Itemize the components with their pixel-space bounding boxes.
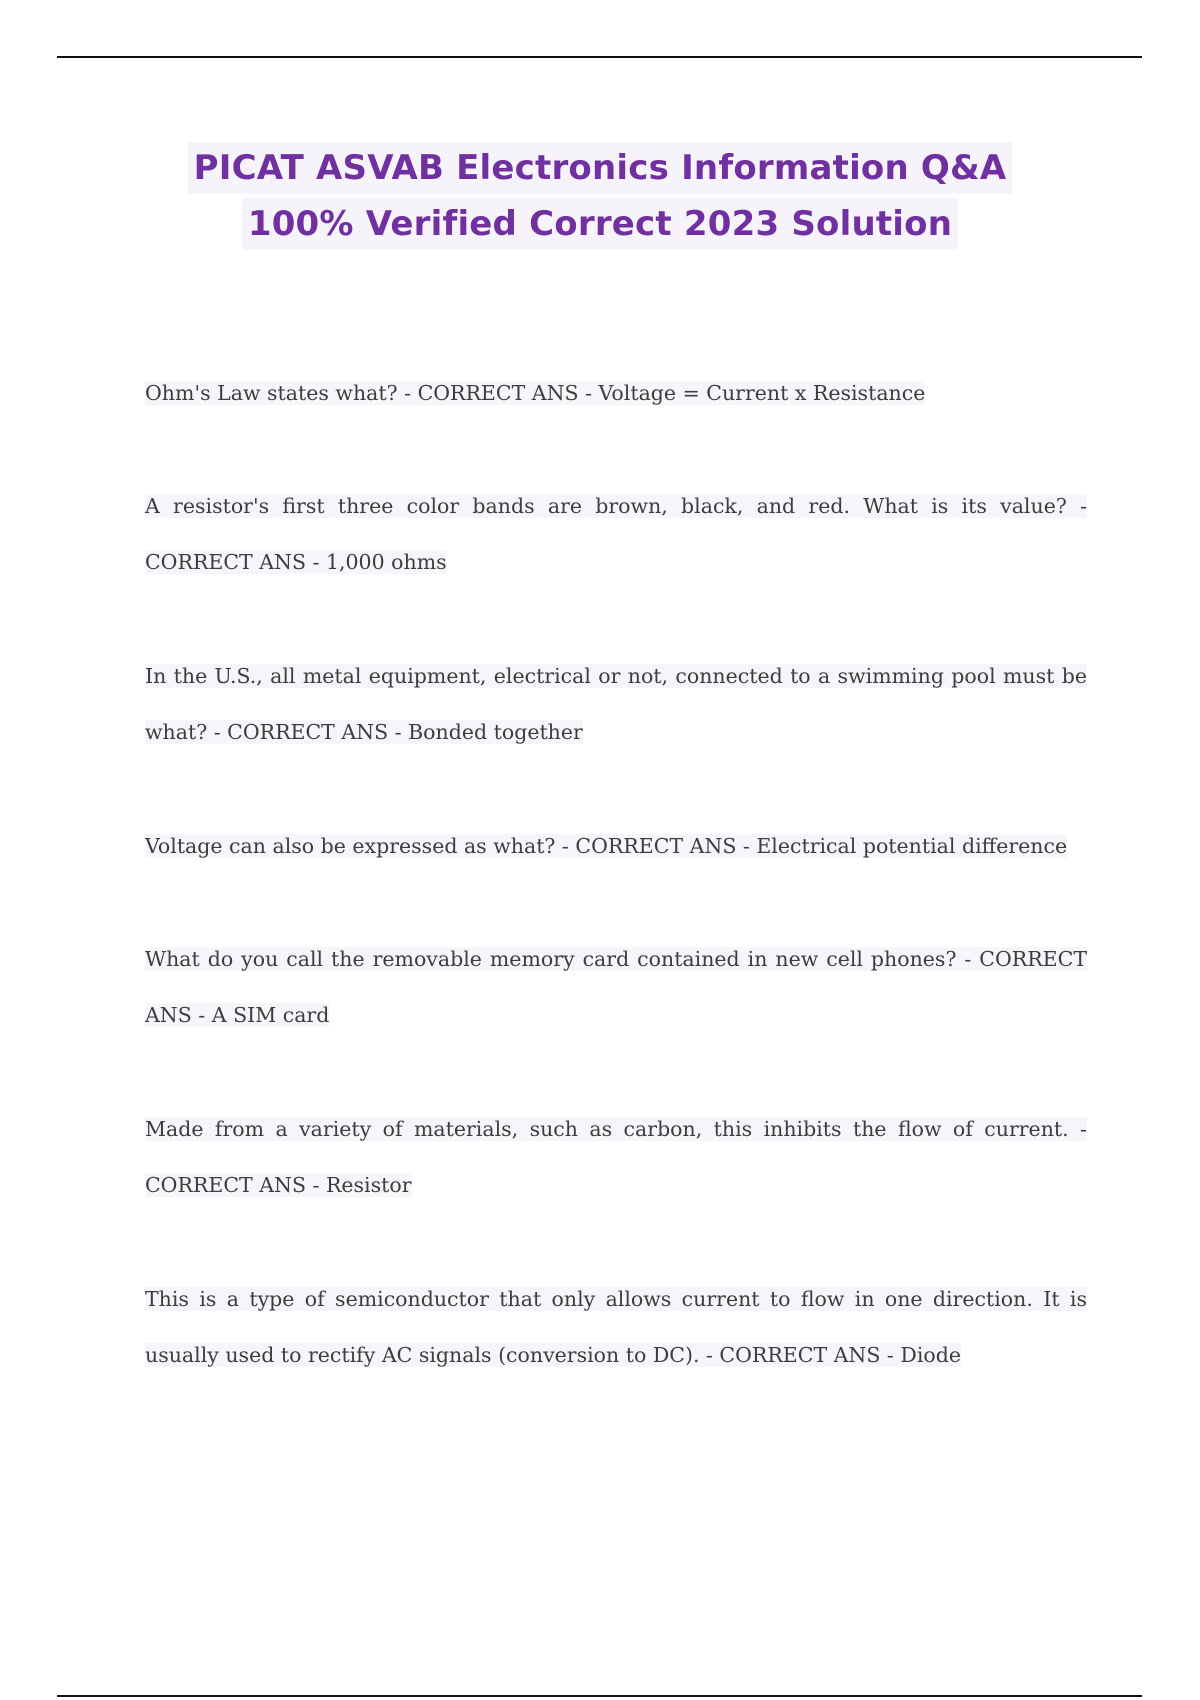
qa-item	[145, 365, 1087, 421]
qa-item	[145, 931, 1087, 1043]
qa-item-text: In the U.S., all metal equipment, electrical or not, connected to a swimming pool must be what? - CORRECT ANS - Bonded together	[145, 664, 1087, 744]
qa-item	[145, 818, 1087, 874]
qa-item-text: What do you call the removable memory card contained in new cell phones? - CORRECT ANS - A SIM card	[145, 947, 1087, 1027]
qa-list	[145, 365, 1087, 1441]
qa-item-text: This is a type of semiconductor that only allows current to flow in one direction. It is usually used to rectify AC signals (conversion to DC). - CORRECT ANS - Diode	[145, 1287, 1087, 1367]
qa-item	[145, 1271, 1087, 1383]
qa-item-text: Ohm's Law states what? - CORRECT ANS - Voltage = Current x Resistance	[145, 381, 926, 405]
title-line-2: 100% Verified Correct 2023 Solution	[242, 198, 958, 250]
title-line-1: PICAT ASVAB Electronics Information Q&A	[188, 142, 1013, 194]
footer-rule	[57, 1695, 1142, 1697]
qa-item-text: Made from a variety of materials, such as carbon, this inhibits the flow of current. - CORRECT ANS - Resistor	[145, 1117, 1087, 1197]
qa-item-text: Voltage can also be expressed as what? - CORRECT ANS - Electrical potential difference	[145, 834, 1068, 858]
qa-item	[145, 648, 1087, 760]
qa-item-text: A resistor's first three color bands are brown, black, and red. What is its value? - CORRECT ANS - 1,000 ohms	[145, 494, 1087, 574]
qa-item	[145, 478, 1087, 590]
qa-item	[145, 1101, 1087, 1213]
header-rule	[57, 56, 1142, 58]
document-title	[0, 140, 1200, 252]
